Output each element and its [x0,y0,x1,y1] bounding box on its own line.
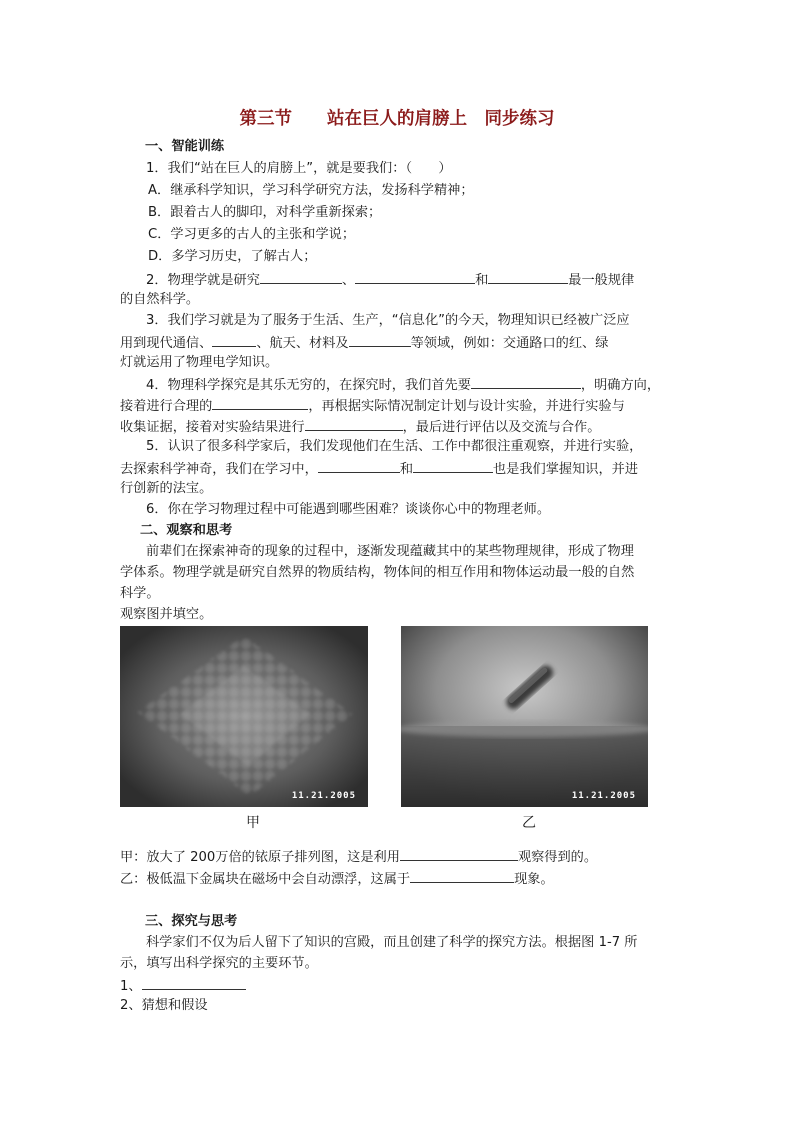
section-2-instruction: 观察图并填空。 [120,607,213,622]
option-c: C．学习更多的古人的主张和学说； [148,227,356,242]
section-2-para-line2: 学体系。物理学就是研究自然界的物质结构，物体间的相互作用和物体运动最一般的自然 [120,565,635,580]
section-2-heading: 二、观察和思考 [140,523,233,538]
section-3-heading: 三、探究与思考 [145,914,238,929]
answer-blank[interactable] [471,374,581,389]
figure-caption-a: 甲 [246,815,260,831]
step-2: 2、猜想和假设 [120,998,208,1013]
answer-blank[interactable] [355,269,475,284]
option-b: B．跟着古人的脚印，对科学重新探索； [148,205,382,220]
question-3-line2: 用到现代通信、 、航天、材料及 等领域，例如：交通路口的红、绿 [120,332,608,354]
answer-blank[interactable] [260,269,342,284]
question-6: 6．你在学习物理过程中可能遇到哪些困难？谈谈你心中的物理老师。 [146,502,551,517]
answer-blank[interactable] [212,332,256,347]
question-5-line2: 去探索科学神奇，我们在学习中， 和 也是我们掌握知识，并进 [120,458,638,480]
figure-caption-b: 乙 [522,815,536,831]
question-2: 2．物理学就是研究 、 和 最一般规律 [146,269,634,291]
fill-in-b: 乙：极低温下金属块在磁场中会自动漂浮，这属于 现象。 [120,868,554,890]
answer-blank[interactable] [212,395,308,410]
answer-blank[interactable] [142,975,246,990]
answer-blank[interactable] [400,846,518,861]
question-5: 5．认识了很多科学家后，我们发现他们在生活、工作中都很注重观察，并进行实验， [146,439,643,454]
option-d: D．多学习历史，了解古人； [148,249,317,264]
figure-levitating-metal [401,626,648,807]
figure-date-stamp: 11.21.2005 [291,791,356,801]
section-2-para-line3: 科学。 [120,586,160,601]
question-4: 4．物理科学探究是其乐无穷的，在探究时，我们首先要 ，明确方向， [146,374,660,396]
question-3: 3．我们学习就是为了服务于生活、生产，“信息化”的今天，物理知识已经被广泛应 [146,313,630,328]
section-2-para-line1: 前辈们在探索神奇的现象的过程中，逐渐发现蕴藏其中的某些物理规律，形成了物理 [146,544,634,559]
figure-date-stamp: 11.21.2005 [571,791,636,801]
section-1-heading: 一、智能训练 [145,139,225,154]
question-1: 1．我们“站在巨人的肩膀上”，就是要我们：（ ） [146,161,452,176]
question-2-cont: 的自然科学。 [120,292,200,307]
question-4-line3: 收集证据，接着对实验结果进行 ，最后进行评估以及交流与合作。 [120,416,600,438]
question-4-line2: 接着进行合理的 ，再根据实际情况制定计划与设计实验，并进行实验与 [120,395,625,417]
question-3-line3: 灯就运用了物理电学知识。 [120,355,279,370]
option-a: A．继承科学知识，学习科学研究方法，发扬科学精神； [148,183,474,198]
page-title: 第三节 站在巨人的肩膀上 同步练习 [239,109,555,129]
fill-in-a: 甲：放大了 200万倍的铱原子排列图，这是利用 观察得到的。 [120,846,597,868]
section-3-para-line2: 示，填写出科学探究的主要环节。 [120,956,318,971]
answer-blank[interactable] [410,868,514,883]
answer-blank[interactable] [305,416,403,431]
question-5-line3: 行创新的法宝。 [120,481,213,496]
section-3-para-line1: 科学家们不仅为后人留下了知识的宫殿，而且创建了科学的探究方法。根据图 1-7 所 [146,935,638,950]
answer-blank[interactable] [349,332,411,347]
answer-blank[interactable] [488,269,568,284]
step-1: 1、 [120,975,246,997]
answer-blank[interactable] [413,458,493,473]
answer-blank[interactable] [318,458,400,473]
figure-atom-arrangement [120,626,368,807]
